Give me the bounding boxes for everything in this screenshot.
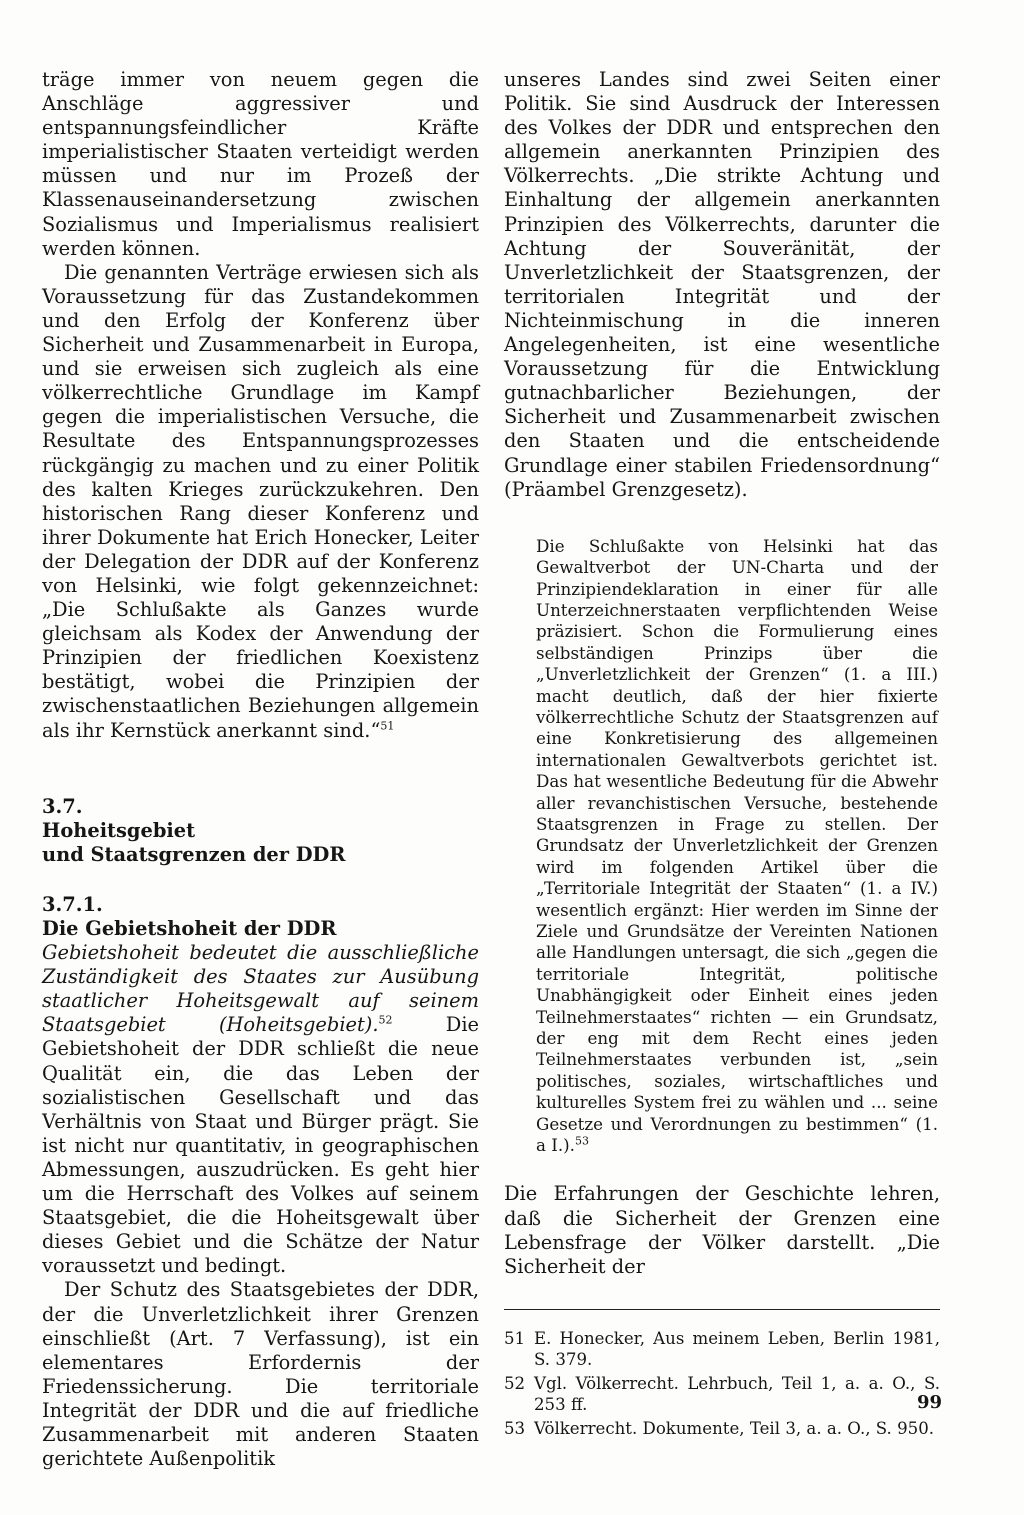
paragraph-text: Die genannten Verträge erwiesen sich als Voraussetzung für das Zustandekommen und den Erfolg der Konferenz über Sicherheit und Zusammenarbeit in Europa, und sie erweisen sich zugleich als eine völkerrechtliche Grundlage im Kampf gegen die imperialistischen Versuche, die Resultate des Entspannungsprozesses rückgängig zu machen und zu einer Politik des kalten Krieges zurückzukehren. Den historischen Rang dieser Konferenz und ihrer Dokumente hat Erich Honecker, Leiter der Delegation der DDR auf der Konferenz von Helsinki, wie folgt gekennzeichnet: „Die Schlußakte als Ganzes wurde gleichsam als Kodex der Anwendung der Prinzipien der friedlichen Koexistenz bestätigt, wobei die Prinzipien der zwischenstaatlichen Beziehungen allgemein als ihr Kernstück anerkannt sind.“ (42, 260, 479, 742)
footnote-text: Vgl. Völkerrecht. Lehrbuch, Teil 1, a. a. O., S. 253 ff. (534, 1373, 940, 1414)
paragraph: träge immer von neuem gegen die Anschläge aggressiver und entspannungsfeindlicher Kräfte imperialistischer Staaten verteidigt werden müssen und nur im Prozeß der Klassenauseinandersetzung zwischen Sozialismus und Imperialismus realisiert werden können. (42, 68, 479, 260)
subsection-number: 3.7.1. (42, 892, 103, 916)
paragraph: Die Erfahrungen der Geschichte lehren, daß die Sicherheit der Grenzen eine Lebensfrage der Völker darstellt. „Die Sicherheit der (504, 1182, 940, 1278)
inset-text: Die Schlußakte von Helsinki hat das Gewaltverbot der UN-Charta und der Prinzipiendeklaration in einer für alle Unterzeichnerstaaten verpflichtenden Weise präzisiert. Schon die Formulierung eines selbständigen Prinzips über die „Unverletzlichkeit der Grenzen“ (1. a III.) macht deutlich, daß der hier fixierte völkerrechtliche Schutz der Staatsgrenzen auf eine Konkretisierung des allgemeinen internationalen Gewaltverbots gerichtet ist. Das hat wesentliche Bedeutung für die Abwehr aller revanchistischen Versuche, bestehende Staatsgrenzen in Frage zu stellen. Der Grundsatz der Unverletzlichkeit der Grenzen wird im folgenden Artikel über die „Territoriale Integrität der Staaten“ (1. a IV.) wesentlich ergänzt: Hier werden im Sinne der Ziele und Grundsätze der Vereinten Nationen alle Handlungen untersagt, die sich „gegen die territoriale Integrität, politische Unabhängigkeit oder Einheit eines jeden Teilnehmerstaates“ richten — ein Grundsatz, der eng mit dem Recht eines jeden Teilnehmerstaates verbunden ist, „sein politisches, soziales, wirtschaftliches und kulturelles System frei zu wählen und ... seine Gesetze und Verordnungen zu bestimmen“ (1. a I.). (536, 535, 938, 1156)
page-number: 99 (917, 1392, 943, 1413)
paragraph: unseres Landes sind zwei Seiten einer Politik. Sie sind Ausdruck der Interessen des Volkes der DDR und entsprechen den allgemein anerkannten Prinzipien des Völkerrechts. „Die strikte Achtung und Einhaltung der allgemein anerkannten Prinzipien des Völkerrechts, darunter die Achtung der Souveränität, der Unverletzlichkeit der Staatsgrenzen, der territorialen Integrität und der Nichteinmischung in die inneren Angelegenheiten, ist eine wesentliche Voraussetzung für die Entwicklung gutnachbarlicher Beziehungen, der Sicherheit und Zusammenarbeit zwischen den Staaten und die entscheidende Grundlage einer stabilen Friedensordnung“ (Präambel Grenzgesetz). (504, 68, 940, 501)
footnote-number: 51 (504, 1328, 526, 1348)
paragraph-text: Die Gebietshoheit der DDR schließt die neue Qualität ein, die das Leben der sozialistischen Gesellschaft und das Verhältnis von Staat und Bürger prägt. Sie ist nicht nur quantitativ, in geographischen Abmessungen, auszudrücken. Es geht hier um die Herrschaft des Volkes auf seinem Staatsgebiet, die die Hoheitsgewalt über dieses Gebiet und die Schätze der Natur voraussetzt und bedingt. (42, 1013, 480, 1278)
inset-block (536, 536, 938, 1157)
section-title-line2: und Staatsgrenzen der DDR (42, 842, 346, 866)
footnote (504, 1418, 940, 1439)
footnote-number: 53 (504, 1418, 526, 1438)
footnote-text: E. Honecker, Aus meinem Leben, Berlin 1981, S. 379. (534, 1328, 940, 1369)
footnote-number: 52 (504, 1373, 526, 1393)
subsection-title: Die Gebietshoheit der DDR (42, 917, 337, 940)
section-number: 3.7. (42, 794, 83, 818)
right-column (504, 68, 943, 1442)
inset-paragraph (536, 536, 938, 1157)
paragraph: Der Schutz des Staatsgebietes der DDR, der die Unverletzlichkeit ihrer Grenzen einschließt (Art. 7 Verfassung), ist ein elementares Erfordernis der Friedenssicherung. Die territoriale Integrität der DDR und die auf friedliche Zusammenarbeit mit anderen Staaten gerichtete Außenpolitik (42, 1278, 479, 1471)
section-title: Hoheitsgebiet (42, 818, 196, 842)
left-column (42, 68, 479, 1471)
footnote-divider (504, 1309, 940, 1310)
definition-text: Gebietshoheit bedeutet die ausschließliche Zuständigkeit des Staates zur Ausübung staatlicher Hoheitsgewalt auf seinem Staatsgebiet (Hoheitsgebiet). (42, 941, 479, 1037)
footnote (504, 1373, 943, 1415)
footnote-ref: 52 (378, 1013, 393, 1027)
footnote-ref: 53 (574, 1134, 589, 1148)
footnote-text: Völkerrecht. Dokumente, Teil 3, a. a. O., S. 950. (534, 1418, 935, 1438)
footnote (504, 1328, 940, 1370)
paragraph (42, 941, 479, 1278)
footnote-ref: 51 (380, 719, 395, 733)
paragraph (42, 261, 479, 743)
